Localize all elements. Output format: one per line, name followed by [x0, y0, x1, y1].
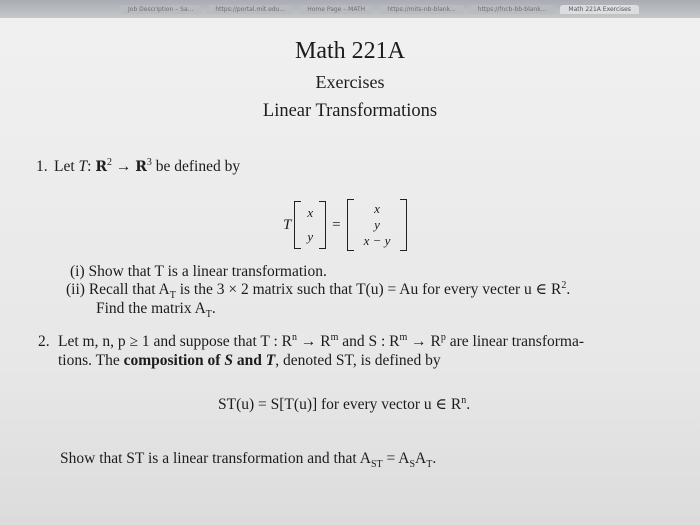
browser-tab[interactable]: https://portal.mit.edu...: [207, 5, 293, 14]
browser-tab[interactable]: Job Description – Sa...: [120, 5, 201, 14]
problem-2-number: 2.: [38, 333, 50, 350]
document-title: Math 221A: [295, 38, 405, 64]
browser-tab[interactable]: Home Page – MATH: [299, 5, 373, 14]
problem-1-intro: Let T: $R^2 \to R^3$ be defined by: [54, 156, 241, 175]
problem-1-part-i: (i) Show that T is a linear transformation.: [70, 263, 327, 280]
browser-tab[interactable]: https://mits-nb-blank...: [379, 5, 464, 14]
problem-2-line1: Let m, n, p ≥ 1 and suppose that T : $R^n \to R^m$ and S : $R^m \to R^p$ are linear transforma-: [58, 331, 585, 350]
problem-2-line2: tions. The composition of S and T, denoted ST, is defined by: [58, 352, 441, 369]
problem-2-final: Show that ST is a linear transformation and that $A_{ST} = A_SA_T$.: [60, 450, 437, 471]
problem-1-number: 1.: [36, 158, 48, 175]
document-topic: Linear Transformations: [262, 101, 438, 121]
problem-1-part-ii: (ii) Recall that $A_T$ is the 3 × 2 matrix such that T(u) = Au for every vecter u ∈ $R^2$.: [66, 279, 571, 302]
browser-tab[interactable]: https://fncb-bb-blank...: [470, 5, 555, 14]
problem-1-part-ii-line2: Find the matrix $A_T$.: [96, 300, 216, 321]
document-subtitle: Exercises: [315, 72, 385, 92]
composition-formula: ST(u) = S[T(u)] for every vector u ∈ $R^n$.: [218, 394, 471, 413]
browser-tab-bar: [0, 0, 700, 18]
matrix-definition: T x y = x y x − y: [283, 200, 407, 250]
browser-tab-active[interactable]: Math 221A Exercises: [560, 5, 638, 14]
